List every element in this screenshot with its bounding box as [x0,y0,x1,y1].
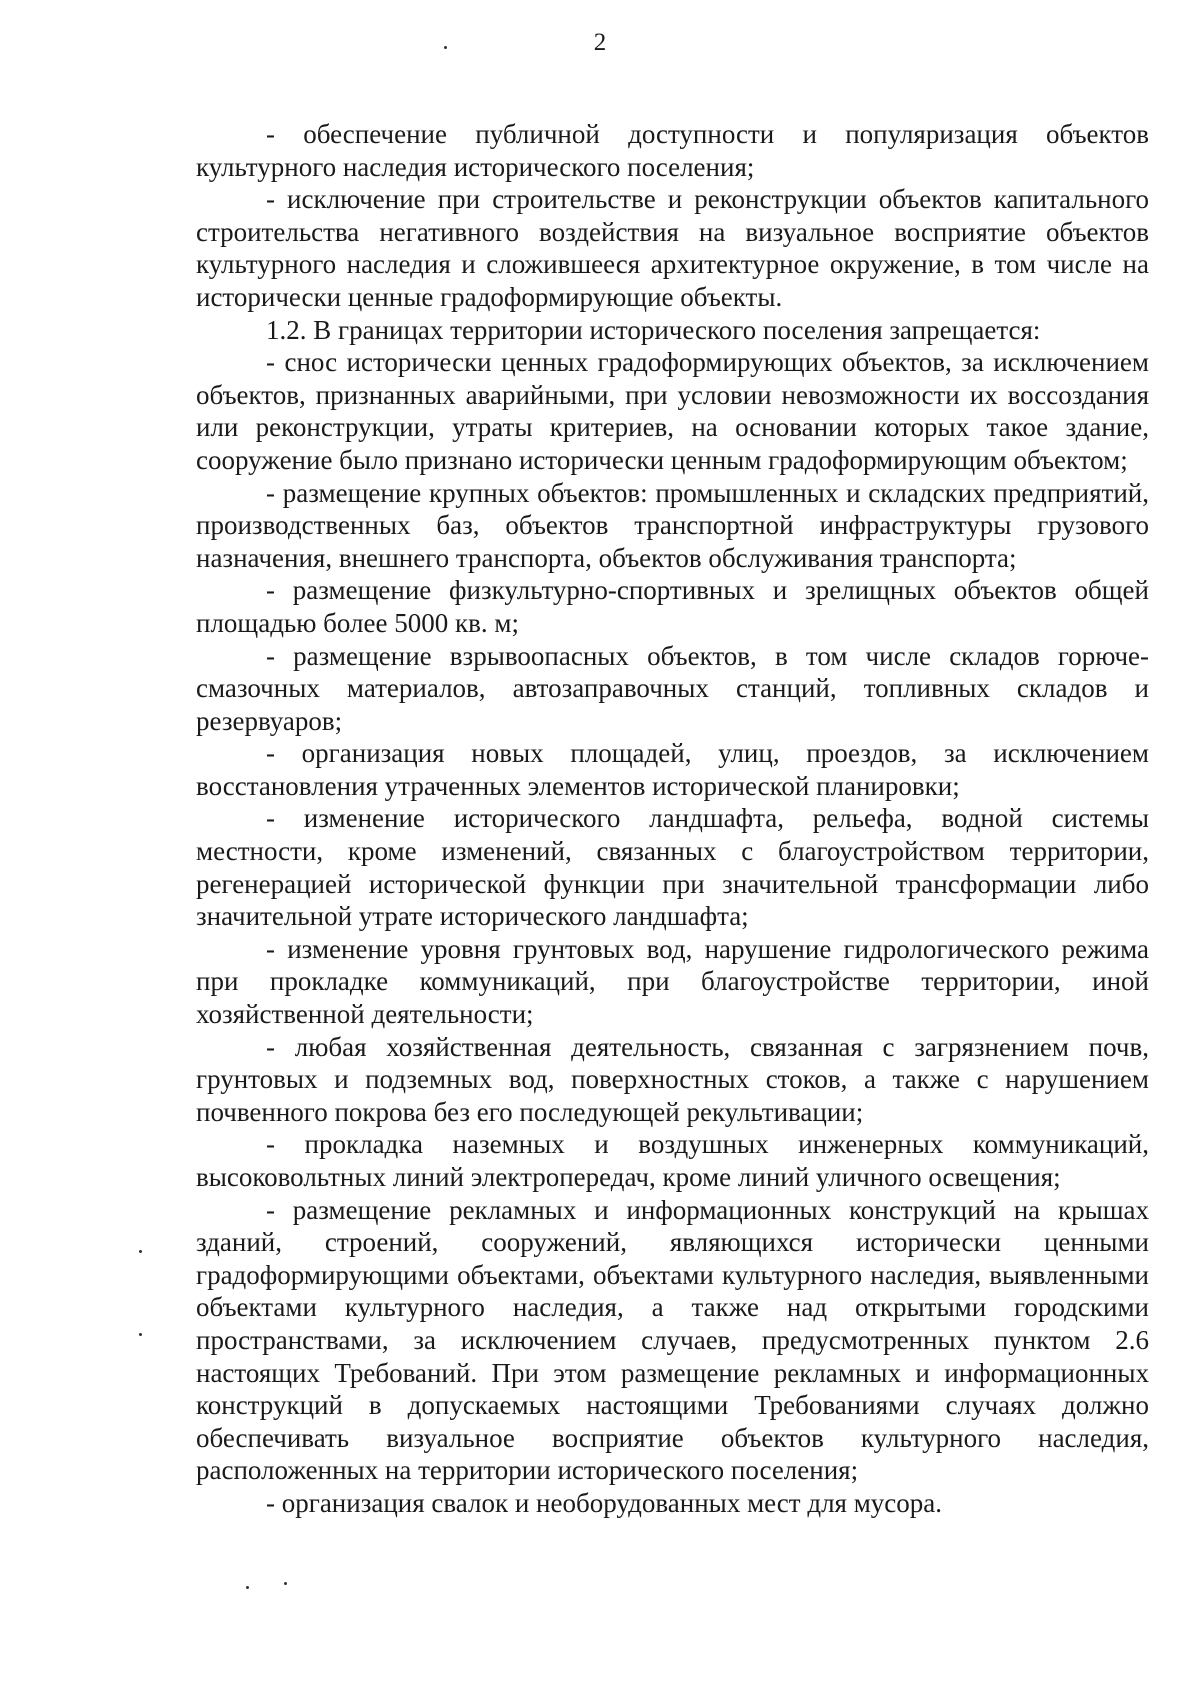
scan-speck [284,1582,287,1585]
paragraph-14: - организация свалок и необорудованных мест для мусора. [266,1487,943,1518]
scan-speck [444,46,447,49]
paragraph-8: - организация новых площадей, улиц, проездов, за исключением восстановления утраченных элементов исторической планировки; [196,738,1149,801]
document-body [196,118,1149,1520]
paragraph-10: - изменение уровня грунтовых вод, нарушение гидрологического режима при прокладке коммуникаций, при благоустройстве территории, иной хозяйственной деятельности; [196,933,1149,1030]
paragraph-2: - исключение при строительстве и реконструкции объектов капитального строительства негативного воздействия на визуальное восприятие объектов культурного наследия и сложившееся архитектурное окружение, в том числе на исторически ценные градоформирующие объекты. [196,184,1149,312]
paragraph-13: - размещение рекламных и информационных конструкций на крышах зданий, строений, сооружений, являющихся исторически ценными градоформирующими объектами, объектами культурного наследия, выявленными объектами культурного наследия, а также над открытыми городскими пространствами, за исключением случаев, предусмотренных пунктом 2.6 настоящих Требований. При этом размещение рекламных и информационных конструкций в допускаемых настоящими Требованиями случаях должно обеспечивать визуальное восприятие объектов культурного наследия, расположенных на территории исторического поселения; [196,1194,1149,1486]
scan-speck [139,1333,142,1336]
paragraph-9: - изменение исторического ландшафта, рельефа, водной системы местности, кроме изменений, связанных с благоустройством территории, регенерацией исторической функции при значительной трансформации либо значительной утрате исторического ландшафта; [196,803,1149,932]
paragraph-11: - любая хозяйственная деятельность, связанная с загрязнением почв, грунтовых и подземных вод, поверхностных стоков, а также с нарушением почвенного покрова без его последующей рекультивации; [196,1031,1149,1127]
paragraph-1: - обеспечение публичной доступности и популяризация объектов культурного наследия исторического поселения; [196,119,1149,182]
scan-speck [246,1586,249,1589]
paragraph-6: - размещение физкультурно-спортивных и зрелищных объектов общей площадью более 5000 кв. м; [196,575,1149,638]
section-heading-1-2: 1.2. В границах территории исторического поселения запрещается: [266,314,1041,345]
scan-speck [139,1250,142,1253]
paragraph-4: - снос исторически ценных градоформирующих объектов, за исключением объектов, признанных аварийными, при условии невозможности их воссоздания или реконструкции, утраты критериев, на основании которых такое здание, сооружение было признано исторически ценным градоформирующим объектом; [196,347,1149,475]
paragraph-12: - прокладка наземных и воздушных инженерных коммуникаций, высоковольтных линий электропередач, кроме линий уличного освещения; [196,1129,1149,1192]
paragraph-5: - размещение крупных объектов: промышленных и складских предприятий, производственных баз, объектов транспортной инфраструктуры грузового назначения, внешнего транспорта, объектов обслуживания транспорта; [196,477,1149,573]
paragraph-7: - размещение взрывоопасных объектов, в том числе складов горюче-смазочных материалов, автозаправочных станций, топливных складов и резервуаров; [196,640,1149,736]
page-number: 2 [593,29,607,56]
